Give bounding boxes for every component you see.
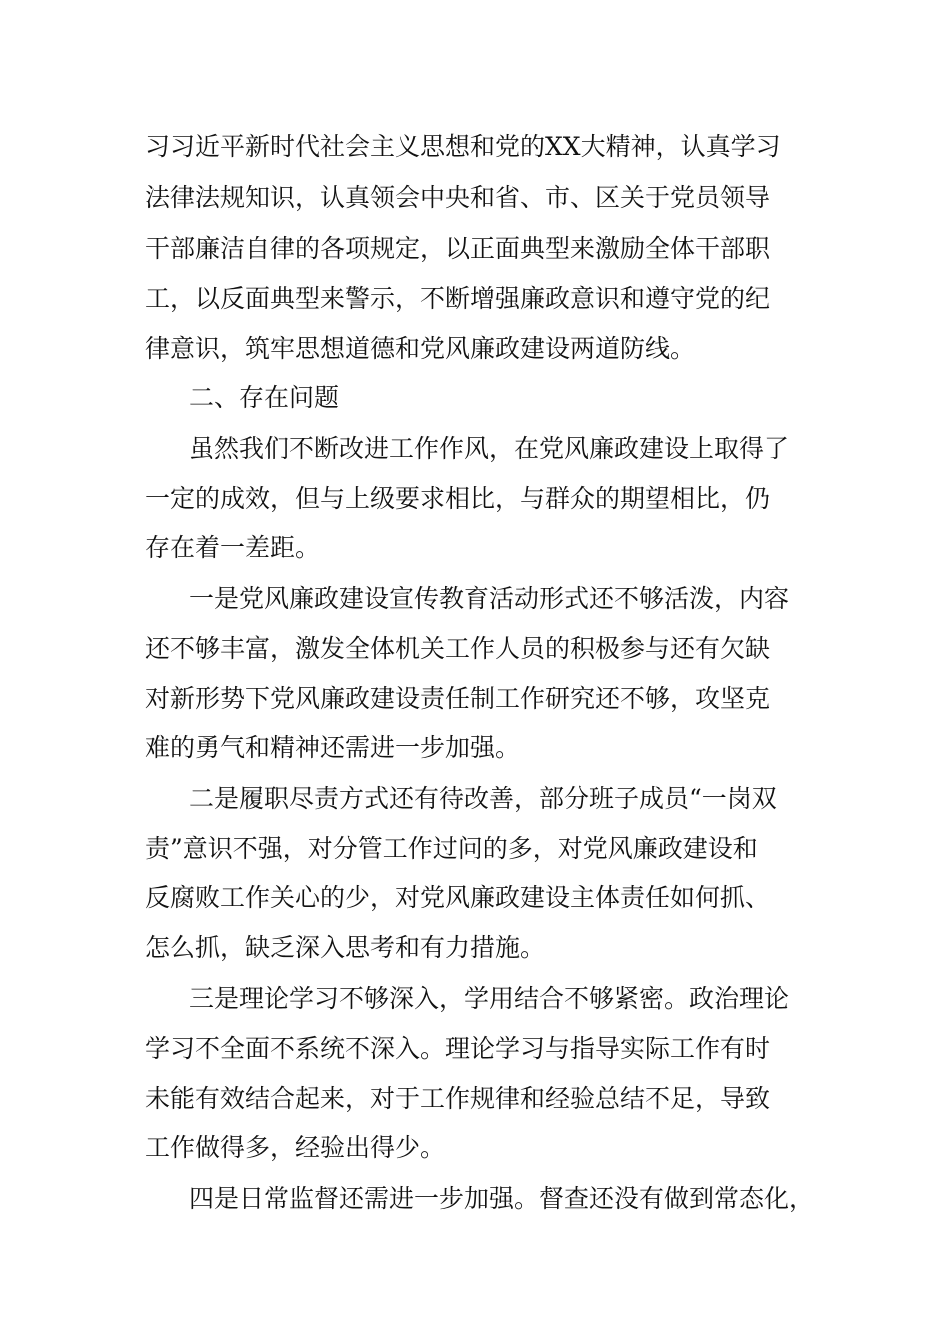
paragraph-line: 存在着一差距。 <box>145 533 321 562</box>
paragraph-line: 习习近平新时代社会主义思想和党的XX大精神，认真学习 <box>145 132 781 161</box>
paragraph-line: 学习不全面不系统不深入。理论学习与指导实际工作有时 <box>145 1034 771 1063</box>
paragraph-line: 还不够丰富，激发全体机关工作人员的积极参与还有欠缺 <box>145 634 771 663</box>
paragraph-line: 一是党风廉政建设宣传教育活动形式还不够活泼，内容 <box>189 584 790 613</box>
section-heading: 二、存在问题 <box>189 383 340 412</box>
paragraph-line: 反腐败工作关心的少，对党风廉政建设主体责任如何抓、 <box>145 883 771 912</box>
paragraph-line: 干部廉洁自律的各项规定，以正面典型来激励全体干部职 <box>145 234 771 263</box>
paragraph-line: 律意识，筑牢思想道德和党风廉政建设两道防线。 <box>145 334 696 363</box>
paragraph-line: 未能有效结合起来，对于工作规律和经验总结不足，导致 <box>145 1084 771 1113</box>
paragraph-line: 怎么抓，缺乏深入思考和有力措施。 <box>145 933 546 962</box>
paragraph-line: 三是理论学习不够深入，学用结合不够紧密。政治理论 <box>189 984 790 1013</box>
paragraph-line: 二是履职尽责方式还有待改善，部分班子成员“一岗双 <box>189 784 777 813</box>
paragraph-line: 工，以反面典型来警示，不断增强廉政意识和遵守党的纪 <box>145 284 771 313</box>
paragraph-line: 法律法规知识，认真领会中央和省、市、区关于党员领导 <box>145 183 771 212</box>
paragraph-line: 工作做得多，经验出得少。 <box>145 1133 446 1162</box>
paragraph-line: 一定的成效，但与上级要求相比，与群众的期望相比，仍 <box>145 484 771 513</box>
paragraph-line: 难的勇气和精神还需进一步加强。 <box>145 733 521 762</box>
paragraph-line: 责”意识不强，对分管工作过问的多，对党风廉政建设和 <box>145 834 758 863</box>
paragraph-line: 对新形势下党风廉政建设责任制工作研究还不够，攻坚克 <box>145 684 771 713</box>
paragraph-line: 四是日常监督还需进一步加强。督查还没有做到常态化， <box>189 1184 815 1213</box>
paragraph-line: 虽然我们不断改进工作作风，在党风廉政建设上取得了 <box>189 434 790 463</box>
